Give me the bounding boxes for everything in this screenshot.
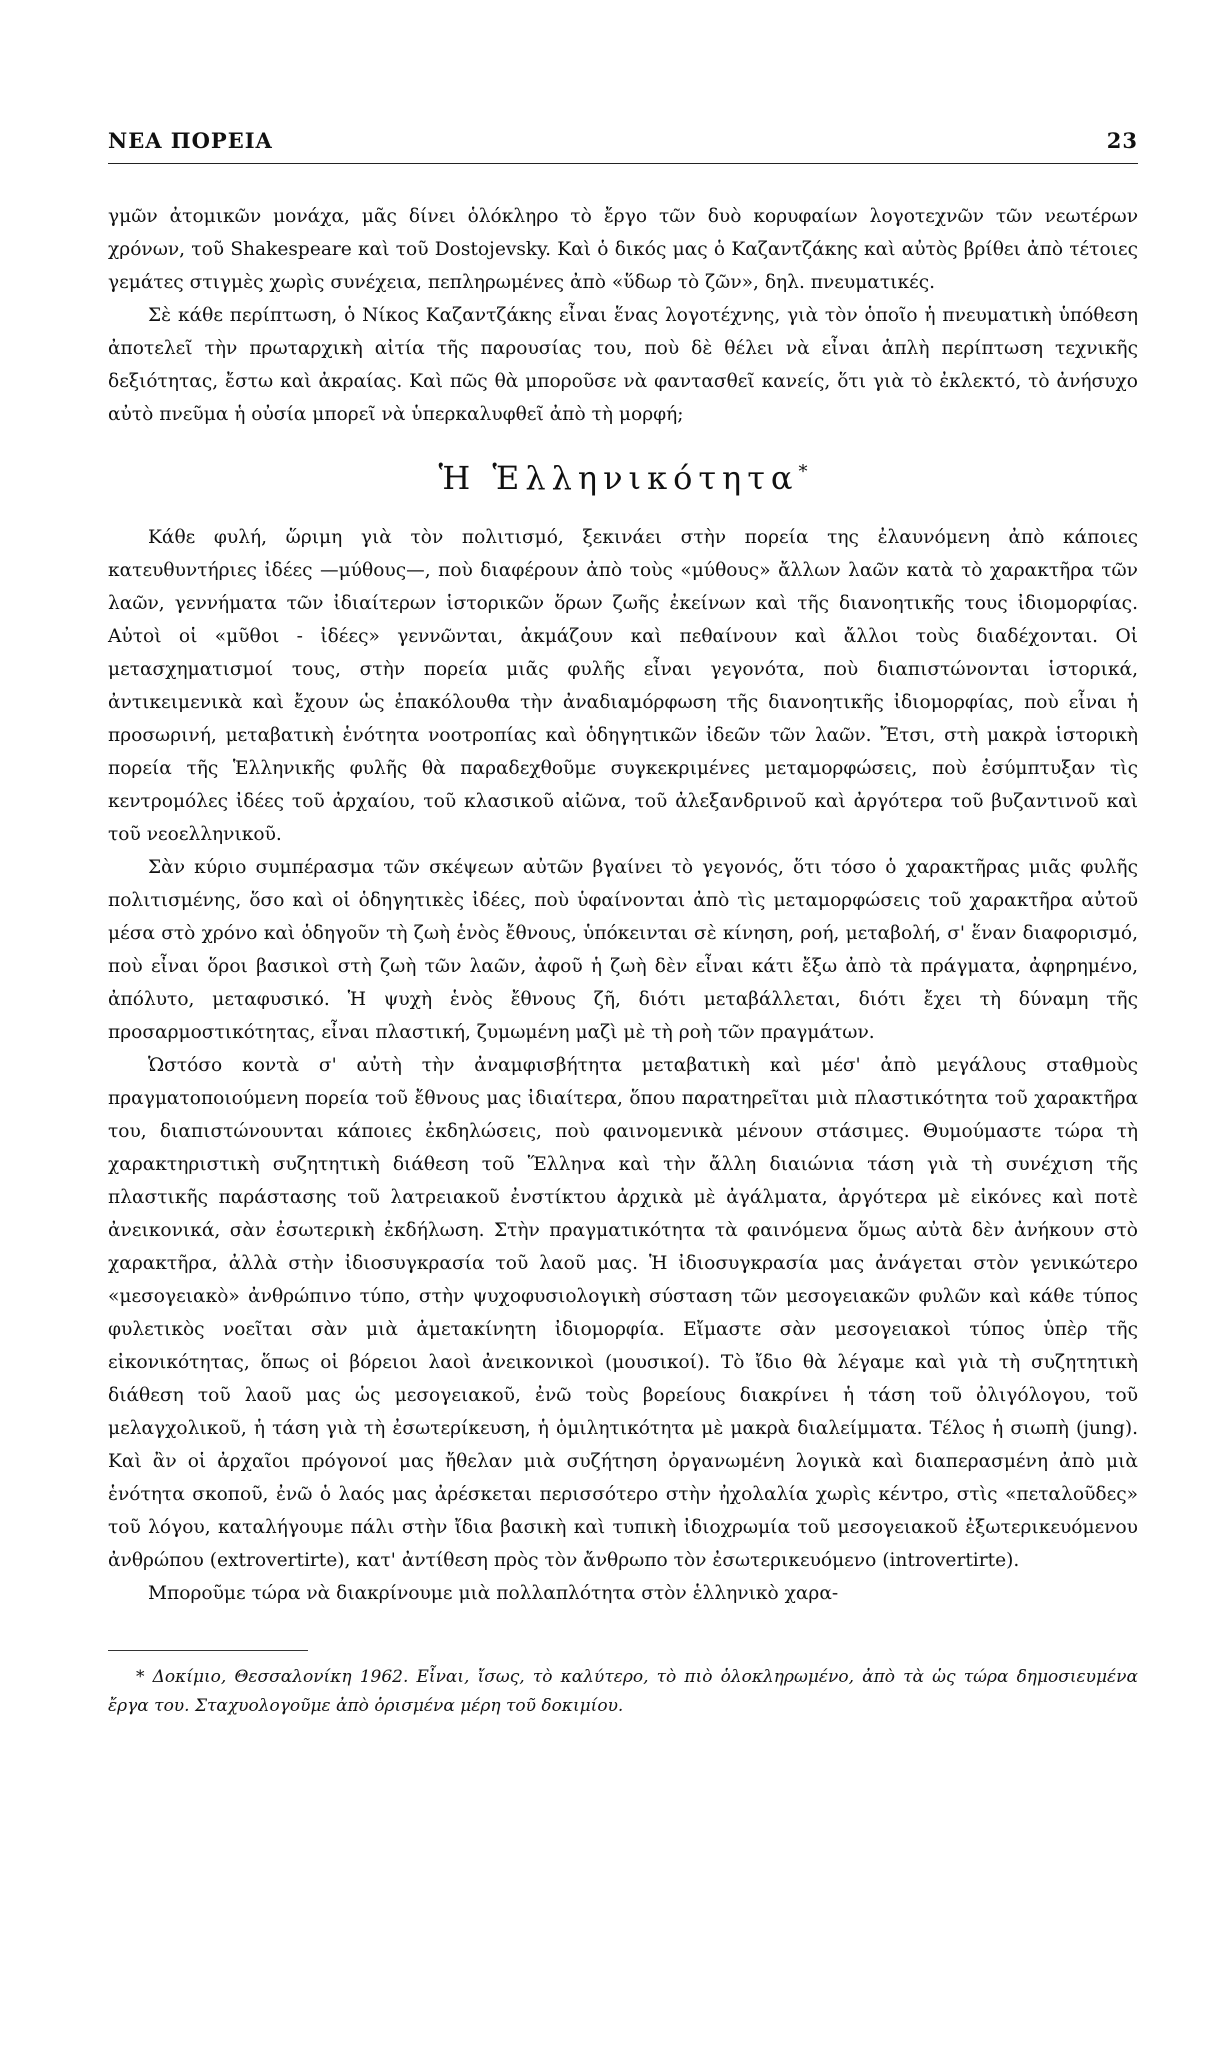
page-number: 23 (1106, 128, 1138, 153)
section-title (108, 459, 1138, 497)
footnote-marker: * (798, 461, 808, 483)
section-title-text: Ἡ Ἑλληνικότητα (438, 459, 799, 497)
footnote-rule (108, 1650, 308, 1651)
header-rule (108, 163, 1138, 164)
section-paragraph-3: Ὡστόσο κοντὰ σ' αὐτὴ τὴν ἀναμφισβήτητα μεταβατικὴ καὶ μέσ' ἀπὸ μεγάλους σταθμοὺς πραγματοποιούμενη πορεία τοῦ ἔθνους μας ἰδιαίτερα, ὅπου παρατηρεῖται μιὰ πλαστικότητα τοῦ χαρακτῆρα του, διαπιστώνουνται κάποιες ἐκδηλώσεις, ποὺ φαινομενικὰ μένουν στάσιμες. Θυμούμαστε τώρα τὴ χαρακτηριστικὴ συζητητικὴ διάθεση τοῦ Ἕλληνα καὶ τὴν ἄλλη διαιώνια τάση γιὰ τὴ συνέχιση τῆς πλαστικῆς παράστασης τοῦ λατρειακοῦ ἐνστίκτου ἀρχικὰ μὲ ἀγάλματα, ἀργότερα μὲ εἰκόνες καὶ ποτὲ ἀνεικονικά, σὰν ἐσωτερικὴ ἐκδήλωση. Στὴν πραγματικότητα τὰ φαινόμενα ὅμως αὐτὰ δὲν ἀνήκουν στὸ χαρακτῆρα, ἀλλὰ στὴν ἰδιοσυγκρασία τοῦ λαοῦ μας. Ἡ ἰδιοσυγκρασία μας ἀνάγεται στὸν γενικώτερο «μεσογειακὸ» ἀνθρώπινο τύπο, στὴν ψυχοφυσιολογικὴ σύσταση τῶν μεσογειακῶν φυλῶν καὶ κάθε τύπος φυλετικὸς νοεῖται σὰν μιὰ ἀμετακίνητη ἰδιομορφία. Εἴμαστε σὰν μεσογειακοὶ τύπος ὑπὲρ τῆς εἰκονικότητας, ὅπως οἱ βόρειοι λαοὶ ἀνεικονικοὶ (μουσικοί). Τὸ ἴδιο θὰ λέγαμε καὶ γιὰ τὴ συζητητικὴ διάθεση τοῦ λαοῦ μας ὡς μεσογειακοῦ, ἐνῶ τοὺς βορείους διακρίνει ἡ τάση τοῦ ὀλιγόλογου, τοῦ μελαγχολικοῦ, ἡ τάση γιὰ τὴ ἐσωτερίκευση, ἡ ὁμιλητικότητα μὲ μακρὰ διαλείμματα. Τέλος ἡ σιωπὴ (jung). Καὶ ἂν οἱ ἀρχαῖοι πρόγονοί μας ἤθελαν μιὰ συζήτηση ὀργανωμένη λογικὰ καὶ διαπερασμένη ἀπὸ μιὰ ἑνότητα σκοποῦ, ἐνῶ ὁ λαός μας ἀρέσκεται περισσότερο στὴν ἠχολαλία χωρὶς κέντρο, στὶς «πεταλοῦδες» τοῦ λόγου, καταλήγουμε πάλι στὴν ἴδια βασικὴ καὶ τυπικὴ ἰδιοχρωμία τοῦ μεσογειακοῦ ἐξωτερικευόμενου ἀνθρώπου (extrovertirte), κατ' ἀντίθεση πρὸς τὸν ἄνθρωπο τὸν ἐσωτερικευόμενο (introvertirte). (108, 1055, 1138, 1571)
running-head (108, 128, 1138, 153)
section-paragraph-4: Μποροῦμε τώρα νὰ διακρίνουμε μιὰ πολλαπλότητα στὸν ἑλληνικὸ χαρα- (148, 1583, 839, 1604)
section-paragraph-1: Κάθε φυλή, ὥριμη γιὰ τὸν πολιτισμό, ξεκινάει στὴν πορεία της ἐλαυνόμενη ἀπὸ κάποιες κατευθυντήριες ἰδέες —μύθους—, ποὺ διαφέρουν ἀπὸ τοὺς «μύθους» ἄλλων λαῶν κατὰ τὸ χαρακτῆρα τῶν λαῶν, γεννήματα τῶν ἰδιαίτερων ἱστορικῶν ὅρων ζωῆς ἐκείνων καὶ τῆς διανοητικῆς τους ἰδιομορφίας. Αὐτοὶ οἱ «μῦθοι - ἰδέες» γεννῶνται, ἀκμάζουν καὶ πεθαίνουν καὶ ἄλλοι τοὺς διαδέχονται. Οἱ μετασχηματισμοί τους, στὴν πορεία μιᾶς φυλῆς εἶναι γεγονότα, ποὺ διαπιστώνονται ἱστορικά, ἀντικειμενικὰ καὶ ἔχουν ὡς ἐπακόλουθα τὴν ἀναδιαμόρφωση τῆς διανοητικῆς ἰδιομορφίας, ποὺ εἶναι ἡ προσωρινή, μεταβατικὴ ἑνότητα νοοτροπίας καὶ ὁδηγητικῶν ἰδεῶν τῶν λαῶν. Ἔτσι, στὴ μακρὰ ἱστορικὴ πορεία τῆς Ἑλληνικῆς φυλῆς θὰ παραδεχθοῦμε συγκεκριμένες μεταμορφώσεις, ποὺ ἐσύμπτυξαν τὶς κεντρομόλες ἰδέες τοῦ ἀρχαίου, τοῦ κλασικοῦ αἰῶνα, τοῦ ἀλεξανδρινοῦ καὶ ἀργότερα τοῦ βυζαντινοῦ καὶ τοῦ νεοελληνικοῦ. (108, 527, 1138, 845)
journal-title: ΝΕΑ ΠΟΡΕΙΑ (108, 128, 273, 153)
paragraph-2: Σὲ κάθε περίπτωση, ὁ Νίκος Καζαντζάκης εἶναι ἕνας λογοτέχνης, γιὰ τὸν ὁποῖο ἡ πνευματικὴ ὑπόθεση ἀποτελεῖ τὴν πρωταρχικὴ αἰτία τῆς παρουσίας του, ποὺ δὲ θέλει νὰ εἶναι ἁπλὴ περίπτωση τεχνικῆς δεξιότητας, ἔστω καὶ ἀκραίας. Καὶ πῶς θὰ μποροῦσε νὰ φαντασθεῖ κανείς, ὅτι γιὰ τὸ ἐκλεκτό, τὸ ἀνήσυχο αὐτὸ πνεῦμα ἡ οὐσία μπορεῖ νὰ ὑπερκαλυφθεῖ ἀπὸ τὴ μορφή; (108, 305, 1138, 425)
page (108, 128, 1138, 1721)
section-paragraph-2: Σὰν κύριο συμπέρασμα τῶν σκέψεων αὐτῶν βγαίνει τὸ γεγονός, ὅτι τόσο ὁ χαρακτῆρας μιᾶς φυλῆς πολιτισμένης, ὅσο καὶ οἱ ὁδηγητικὲς ἰδέες, ποὺ ὑφαίνονται ἀπὸ τὶς μεταμορφώσεις τοῦ χαρακτῆρα αὐτοῦ μέσα στὸ χρόνο καὶ ὁδηγοῦν τὴ ζωὴ ἑνὸς ἔθνους, ὑπόκεινται σὲ κίνηση, ροή, μεταβολή, σ' ἕναν διαφορισμό, ποὺ εἶναι ὅροι βασικοὶ στὴ ζωὴ τῶν λαῶν, ἀφοῦ ἡ ζωὴ δὲν εἶναι κάτι ἔξω ἀπὸ τὰ πράγματα, ἀφηρημένο, ἀπόλυτο, μεταφυσικό. Ἡ ψυχὴ ἑνὸς ἔθνους ζῆ, διότι μεταβάλλεται, διότι ἔχει τὴ δύναμη τῆς προσαρμοστικότητας, εἶναι πλαστική, ζυμωμένη μαζὶ μὲ τὴ ροὴ τῶν πραγμάτων. (108, 857, 1138, 1043)
paragraph-1: γμῶν ἀτομικῶν μονάχα, μᾶς δίνει ὁλόκληρο τὸ ἔργο τῶν δυὸ κορυφαίων λογοτεχνῶν τῶν νεωτέρων χρόνων, τοῦ Shakespeare καὶ τοῦ Dostojevsky. Καὶ ὁ δικός μας ὁ Καζαντζάκης καὶ αὐτὸς βρίθει ἀπὸ τέτοιες γεμάτες στιγμὲς χωρὶς συνέχεια, πεπληρωμένες ἀπὸ «ὕδωρ τὸ ζῶν», δηλ. πνευματικές. (108, 206, 1138, 293)
footnote: * Δοκίμιο, Θεσσαλονίκη 1962. Εἶναι, ἴσως, τὸ καλύτερο, τὸ πιὸ ὁλοκληρωμένο, ἀπὸ τὰ ὡς τώρα δημοσιευμένα ἔργα του. Σταχυολογοῦμε ἀπὸ ὁρισμένα μέρη τοῦ δοκιμίου. (108, 1667, 1138, 1716)
